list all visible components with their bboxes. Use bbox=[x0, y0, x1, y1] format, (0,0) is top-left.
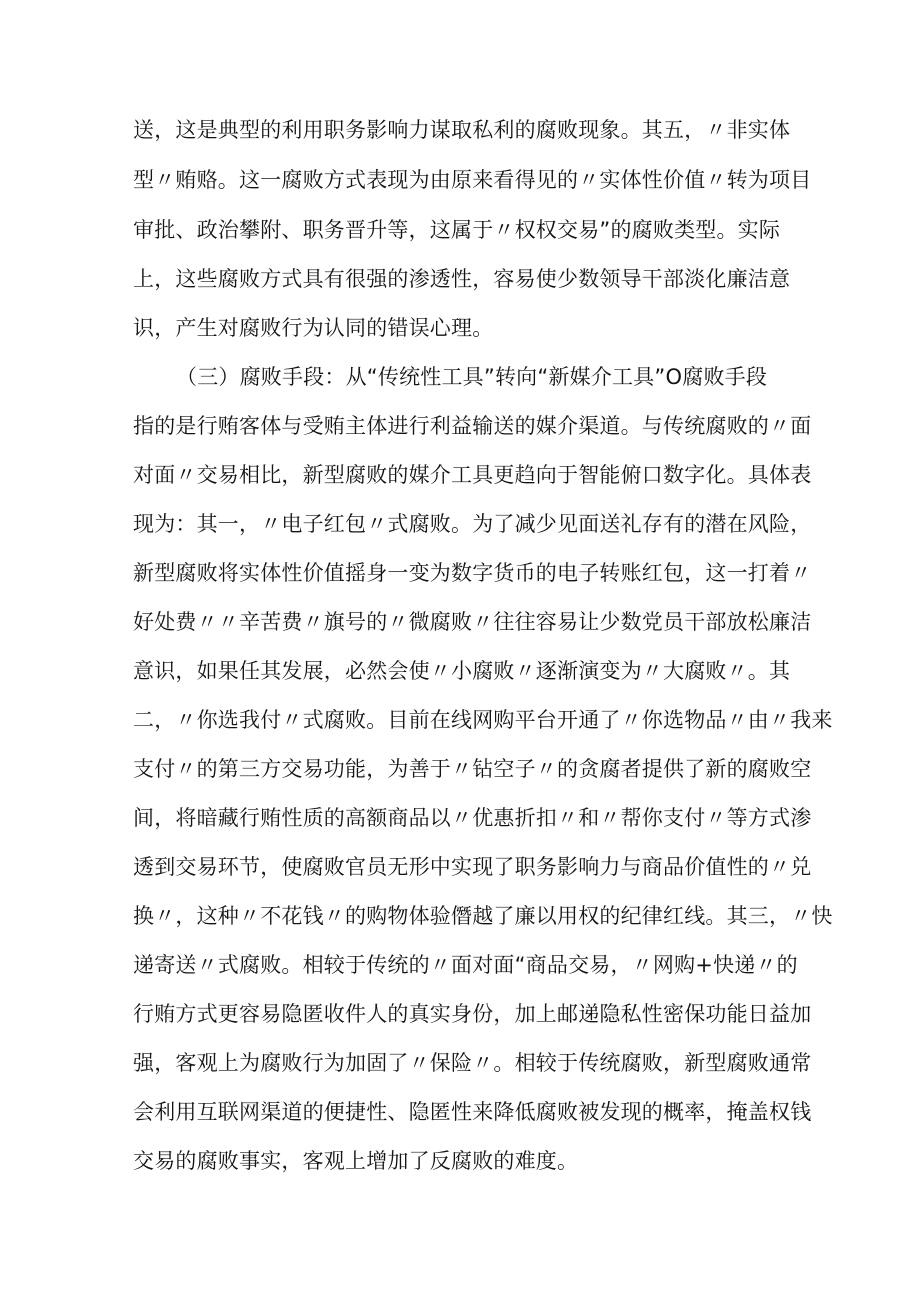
text-line: 型〃贿赂。这一腐败方式表现为由原来看得见的〃实体性价值〃转为项目 bbox=[133, 168, 812, 192]
text-line: 换〃，这种〃不花钱〃的购物体验僭越了廉以用权的纪律红线。其三，〃快 bbox=[133, 904, 833, 928]
text-line: 支付〃的第三方交易功能，为善于〃钻空子〃的贪腐者提供了新的腐败空 bbox=[133, 757, 812, 781]
text-line: 交易的腐败事实，客观上增加了反腐败的难度。 bbox=[133, 1149, 579, 1173]
text-line: 行贿方式更容易隐匿收件人的真实身份，加上邮递隐私性密保功能日益加 bbox=[133, 1002, 812, 1026]
text-line: 识，产生对腐败行为认同的错误心理。 bbox=[133, 316, 494, 340]
text-line: 强，客观上为腐败行为加固了〃保险〃。相较于传统腐败，新型腐败通常 bbox=[133, 1051, 812, 1075]
text-line: 好处费〃〃辛苦费〃旗号的〃微腐败〃往往容易让少数党员干部放松廉洁 bbox=[133, 610, 812, 634]
text-line: 指的是行贿客体与受贿主体进行利益输送的媒介渠道。与传统腐败的〃面 bbox=[133, 414, 812, 438]
text-line: 新型腐败将实体性价值摇身一变为数字货币的电子转账红包，这一打着〃 bbox=[133, 561, 812, 585]
text-line: 间，将暗藏行贿性质的高额商品以〃优惠折扣〃和〃帮你支付〃等方式渗 bbox=[133, 806, 812, 830]
text-line: 递寄送〃式腐败。相较于传统的〃面对面“商品交易，〃网购+快递〃的 bbox=[133, 953, 798, 977]
text-line: 现为：其一，〃电子红包〃式腐败。为了减少见面送礼存有的潜在风险， bbox=[133, 512, 812, 536]
text-line: 意识，如果任其发展，必然会使〃小腐败〃逐渐演变为〃大腐败〃。其 bbox=[133, 659, 791, 683]
text-line: 会利用互联网渠道的便捷性、隐匿性来降低腐败被发现的概率，掩盖权钱 bbox=[133, 1100, 812, 1124]
paragraph-first-line: （三）腐败手段：从“传统性工具”转向“新媒介工具”O腐败手段 bbox=[176, 365, 768, 389]
text-line: 对面〃交易相比，新型腐败的媒介工具更趋向于智能俯口数字化。具体表 bbox=[133, 463, 812, 487]
text-line: 上，这些腐败方式具有很强的渗透性，容易使少数领导干部淡化廉洁意 bbox=[133, 267, 791, 291]
text-line: 审批、政治攀附、职务晋升等，这属于〃权权交易”的腐败类型。实际 bbox=[133, 218, 781, 242]
text-line: 送，这是典型的利用职务影响力谋取私利的腐败现象。其五，〃非实体 bbox=[133, 118, 791, 142]
text-line: 透到交易环节，使腐败官员无形中实现了职务影响力与商品价值性的〃兑 bbox=[133, 855, 812, 879]
text-line: 二，〃你选我付〃式腐败。目前在线网购平台开通了〃你选物品〃由〃我来 bbox=[133, 708, 833, 732]
